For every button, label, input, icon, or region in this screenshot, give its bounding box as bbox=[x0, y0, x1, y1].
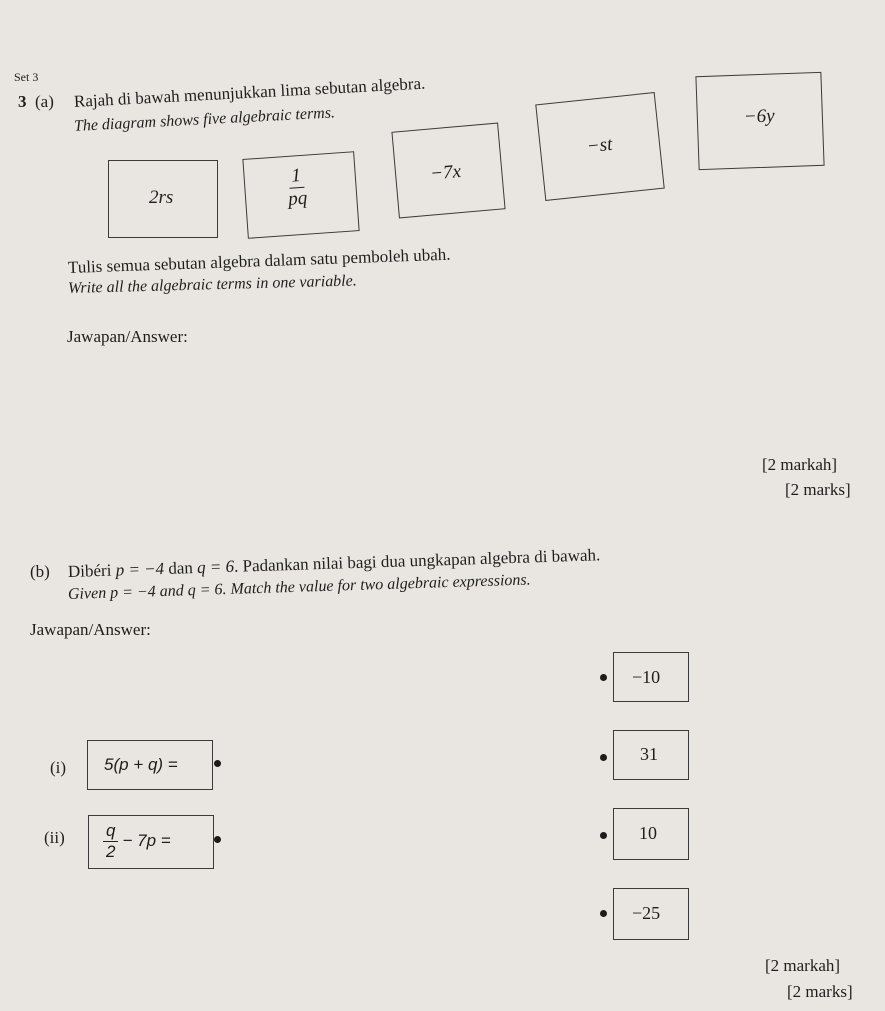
question-number: 3 bbox=[18, 92, 27, 111]
given-line-malay: Dibéri p = −4 dan q = 6. Padankan nilai bagi dua ungkapan algebra di bawah. bbox=[67, 545, 601, 581]
expression-ii-text: $\frac{q}{2}$ − 7p = bbox=[103, 822, 171, 861]
value-3-match-dot[interactable] bbox=[600, 832, 607, 839]
instruction-malay: Tulis semua sebutan algebra dalam satu pemboleh ubah. bbox=[67, 244, 451, 277]
expression-i-box bbox=[87, 740, 213, 790]
question-text-malay: Rajah di bawah menunjukkan lima sebutan algebra. bbox=[73, 73, 426, 111]
marks-malay-a: [2 markah] bbox=[762, 455, 838, 474]
expression-i-match-dot[interactable] bbox=[214, 760, 221, 767]
value-1-text: −10 bbox=[632, 667, 661, 687]
expression-ii-box bbox=[88, 815, 214, 869]
expression-i-label: (i) bbox=[50, 758, 67, 777]
term-4-text: −st bbox=[585, 133, 614, 158]
expression-ii-fraction: $\frac{q}{2}$ bbox=[103, 822, 118, 861]
set-label: Set 3 bbox=[14, 70, 39, 84]
value-4-match-dot[interactable] bbox=[600, 910, 607, 917]
value-2-match-dot[interactable] bbox=[600, 754, 607, 761]
term-card-2 bbox=[242, 151, 359, 239]
term-card-4 bbox=[535, 92, 664, 201]
term-1-text: 2rs bbox=[149, 187, 174, 208]
part-b-label: (b) bbox=[30, 562, 50, 581]
value-box-1 bbox=[613, 652, 689, 702]
term-card-5 bbox=[695, 72, 824, 170]
term-2-fraction bbox=[286, 166, 308, 210]
question-text-english: The diagram shows five algebraic terms. bbox=[73, 104, 336, 135]
value-box-4 bbox=[613, 888, 689, 940]
expression-ii-match-dot[interactable] bbox=[214, 836, 221, 843]
marks-english-b: [2 marks] bbox=[787, 982, 853, 1001]
term-2-denominator: pq bbox=[287, 187, 308, 210]
instruction-english: Write all the algebraic terms in one variable. bbox=[67, 272, 357, 297]
answer-label-a: Jawapan/Answer: bbox=[67, 327, 188, 346]
expression-ii-label: (ii) bbox=[44, 828, 65, 847]
marks-malay-b: [2 markah] bbox=[765, 956, 841, 975]
term-5-text: −6y bbox=[743, 105, 775, 128]
value-3-text: 10 bbox=[639, 823, 657, 843]
value-4-text: −25 bbox=[632, 903, 661, 923]
answer-label-b: Jawapan/Answer: bbox=[30, 620, 151, 639]
term-2-numerator: 1 bbox=[288, 166, 305, 189]
expression-i-text: 5(p + q) = bbox=[104, 755, 178, 774]
given-line-english: Given p = −4 and q = 6. Match the value for two algebraic expressions. bbox=[67, 571, 531, 603]
value-1-match-dot[interactable] bbox=[600, 674, 607, 681]
term-card-3 bbox=[391, 123, 505, 219]
term-3-text: −7x bbox=[429, 160, 462, 185]
marks-english-a: [2 marks] bbox=[785, 480, 851, 499]
value-2-text: 31 bbox=[640, 744, 658, 764]
value-box-3 bbox=[613, 808, 689, 860]
part-a-label: (a) bbox=[35, 92, 54, 111]
term-card-1 bbox=[108, 160, 218, 238]
value-box-2 bbox=[613, 730, 689, 780]
